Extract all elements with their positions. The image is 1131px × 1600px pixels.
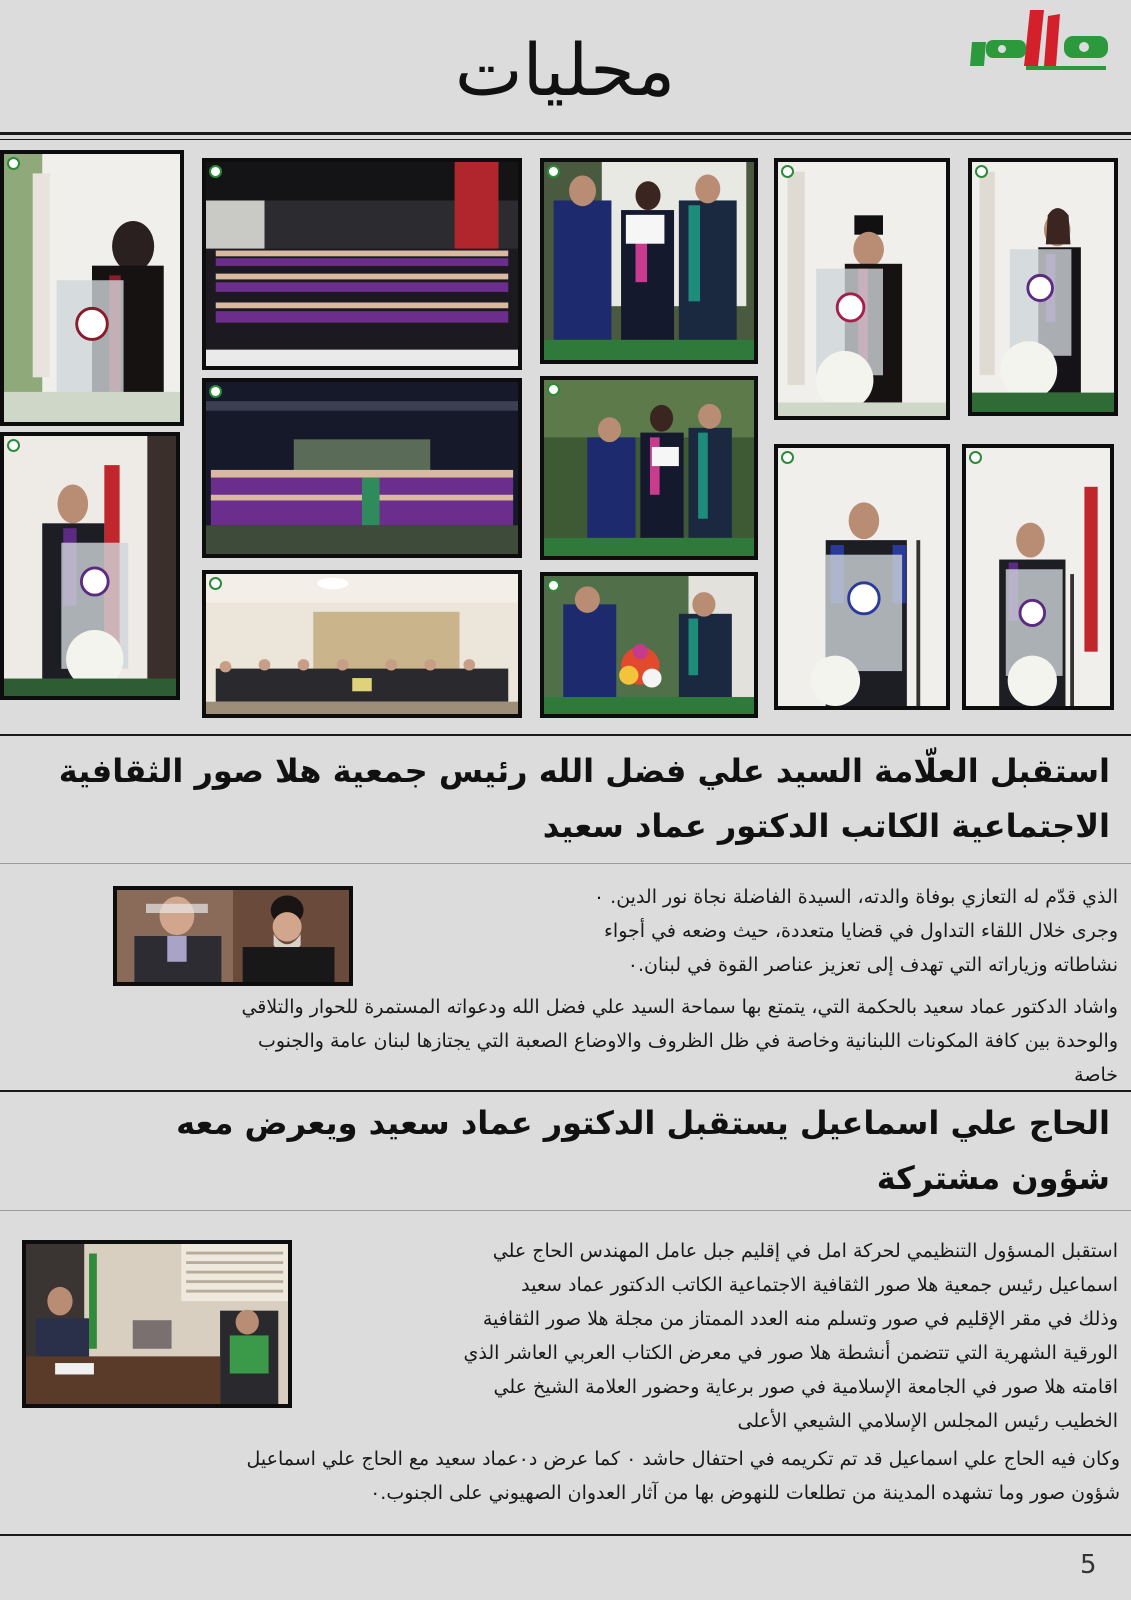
text-line: الخطيب رئيس المجلس الإسلامي الشيعي الأعلى (737, 1410, 1118, 1432)
page-number: 5 (1080, 1550, 1097, 1580)
text-line: الورقية الشهرية التي تتضمن أنشطة هلا صور في معرض الكتاب العربي العاشر الذي (463, 1342, 1118, 1364)
article-1-title: استقبل العلّامة السيد علي فضل الله رئيس جمعية هلا صور الثقافية الاجتماعية الكاتب الدكتور عماد سعيد (58, 752, 1110, 845)
article-2-title-rule (0, 1210, 1131, 1211)
header-rule (0, 132, 1131, 135)
article-2-paragraph-1 (300, 1234, 1118, 1438)
article-1-paragraph-2 (30, 990, 1118, 1092)
photo-graduates-night-stage (202, 378, 522, 558)
text-line: اقامته هلا صور في الجامعة الإسلامية في صور برعاية وحضور العلامة الشيخ علي (493, 1376, 1118, 1398)
text-line: اسماعيل رئيس جمعية هلا صور الثقافية الاجتماعية الكاتب الدكتور عماد سعيد (521, 1274, 1118, 1296)
page-header (0, 0, 1131, 132)
hala-sour-logo (966, 6, 1122, 76)
footer-rule (0, 1534, 1131, 1536)
text-line: وجرى خلال اللقاء التداول في قضايا متعددة، حيث وضعه في أجواء (604, 920, 1118, 942)
photo-diploma-presentation-1 (540, 158, 758, 364)
text-line: الذي قدّم له التعازي بوفاة والدته، السيدة الفاضلة نجاة نور الدين. ٠ (593, 886, 1118, 908)
article-1-title-rule (0, 863, 1131, 864)
photo-speaker-woman-podium (0, 150, 184, 426)
text-line: نشاطاته وزياراته التي تهدف إلى تعزيز عناصر القوة في لبنان.٠ (627, 954, 1118, 976)
photo-graduate-speaker-podium (774, 158, 950, 420)
photo-speaker-man-podium-left (0, 432, 180, 700)
text-line: خاصة (1074, 1064, 1118, 1086)
collage-rule (0, 734, 1131, 736)
article-2-photo (22, 1240, 292, 1408)
photo-graduates-group-stage (202, 158, 522, 370)
photo-man-speaker-podium-1 (774, 444, 950, 710)
photo-seated-guests-flowers (540, 572, 758, 718)
article-1-paragraph-1 (360, 880, 1118, 982)
text-line: واشاد الدكتور عماد سعيد بالحكمة التي، يتمتع بها سماحة السيد علي فضل الله ودعواته المستمرة للحوار والتلاقي (241, 996, 1118, 1018)
photo-diploma-presentation-2 (540, 376, 758, 560)
photo-woman-speaker-podium-right (968, 158, 1118, 416)
text-line: استقبل المسؤول التنظيمي لحركة امل في إقليم جبل عامل المهندس الحاج علي (492, 1240, 1118, 1262)
text-line: والوحدة بين كافة المكونات اللبنانية وخاصة في ظل الظروف والاوضاع الصعبة التي يجتازها لبنان عامة والجنوب (257, 1030, 1118, 1052)
photo-man-speaker-podium-2 (962, 444, 1114, 710)
text-line: وكان فيه الحاج علي اسماعيل قد تم تكريمه في احتفال حاشد ٠ كما عرض د٠عماد سعيد مع الحاج علي اسماعيل (246, 1448, 1120, 1470)
header-rule-thin (0, 139, 1131, 140)
section-title: محليات (454, 28, 676, 112)
text-line: وذلك في مقر الإقليم في صور وتسلم منه العدد الممتاز من مجلة هلا صور الثقافية (482, 1308, 1118, 1330)
article-2-paragraph-2 (30, 1442, 1120, 1510)
article-divider (0, 1090, 1131, 1092)
article-2-title: الحاج علي اسماعيل يستقبل الدكتور عماد سعيد ويعرض معه شؤون مشتركة (176, 1104, 1110, 1197)
article-1-photo (113, 886, 353, 986)
text-line: شؤون صور وما تشهده المدينة من تطلعات للنهوض بها من آثار العدوان الصهيوني على الجنوب.٠ (370, 1482, 1120, 1504)
photo-meeting-room (202, 570, 522, 718)
